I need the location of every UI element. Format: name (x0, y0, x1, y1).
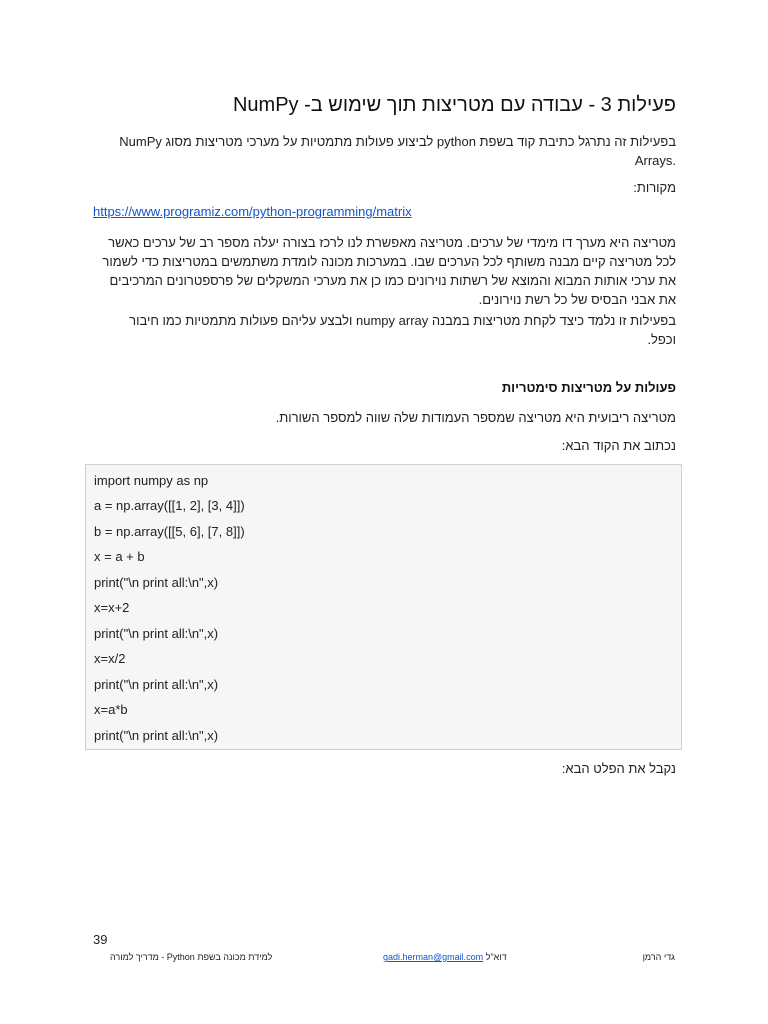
sources-label: מקורות: (633, 180, 676, 195)
intro-paragraph (86, 132, 676, 170)
paragraph-line: את אבני הבסיס של כל רשת נוירונים. (478, 292, 676, 307)
code-line: b = np.array([[5, 6], [7, 8]]) (94, 524, 245, 539)
page-number: 39 (93, 932, 108, 947)
paragraph-line: מטריצה היא מערך דו מימדי של ערכים. מטריצה מאפשרת לנו לרכז בצורה יעלה מספר רב של ערכים כאשר (108, 235, 676, 250)
code-line: x = a + b (94, 549, 145, 564)
code-line: print("\n print all:\n",x) (94, 575, 219, 590)
write-code-label: נכתוב את הקוד הבא: (561, 438, 676, 453)
matrix-paragraph (86, 233, 676, 309)
code-line: x=x+2 (94, 600, 130, 615)
section-heading: פעולות על מטריצות סימטריות (501, 380, 676, 395)
paragraph-line: את ערכי אותות המבוא והמוצא של רשתות נוירונים כמו כן את מערכי המשקלים של פרספטרונים המרכיבים (109, 273, 676, 288)
page-title: פעילות 3 - עבודה עם מטריצות תוך שימוש ב- NumPy (232, 94, 676, 116)
footer-author: גדי הרמן (642, 952, 675, 962)
code-line: print("\n print all:\n",x) (94, 728, 219, 743)
code-line: import numpy as np (94, 473, 209, 488)
intro-line: .Arrays (634, 153, 676, 168)
code-line: print("\n print all:\n",x) (94, 626, 219, 641)
footer-book-title: למידת מכונה בשפת Python - מדריך למורה (110, 952, 273, 962)
paragraph-line: בפעילות זו נלמד כיצד לקחת מטריצות במבנה numpy array ולבצע עליהם פעולות מתמטיות כמו חיבור (129, 313, 676, 328)
output-label: נקבל את הפלט הבא: (561, 761, 676, 776)
footer-email (383, 952, 507, 962)
square-matrix-definition: מטריצה ריבועית היא מטריצה שמספר העמודות שלה שווה למספר השורות. (275, 410, 676, 425)
footer-email-link[interactable]: gadi.herman@gmail.com (383, 952, 484, 962)
code-line: a = np.array([[1, 2], [3, 4]]) (94, 498, 245, 513)
code-line: print("\n print all:\n",x) (94, 677, 219, 692)
code-block (85, 464, 682, 750)
code-line: x=x/2 (94, 651, 126, 666)
paragraph-line: לכל מטריצה קיים מבנה משותף לכל הערכים שבו. במערכות מכונה לומדת משתמשים במטריצות כדי לשמור (102, 254, 676, 269)
activity-paragraph (86, 311, 676, 349)
source-link[interactable]: https://www.programiz.com/python-programming/matrix (93, 204, 412, 219)
footer-email-label: דוא"ל (485, 952, 507, 962)
intro-line: בפעילות זה נתרגל כתיבת קוד בשפת python לביצוע פעולות מתמטיות על מערכי מטריצות מסוג NumPy (119, 134, 676, 149)
code-line: x=a*b (94, 702, 128, 717)
paragraph-line: וכפל. (647, 332, 676, 347)
